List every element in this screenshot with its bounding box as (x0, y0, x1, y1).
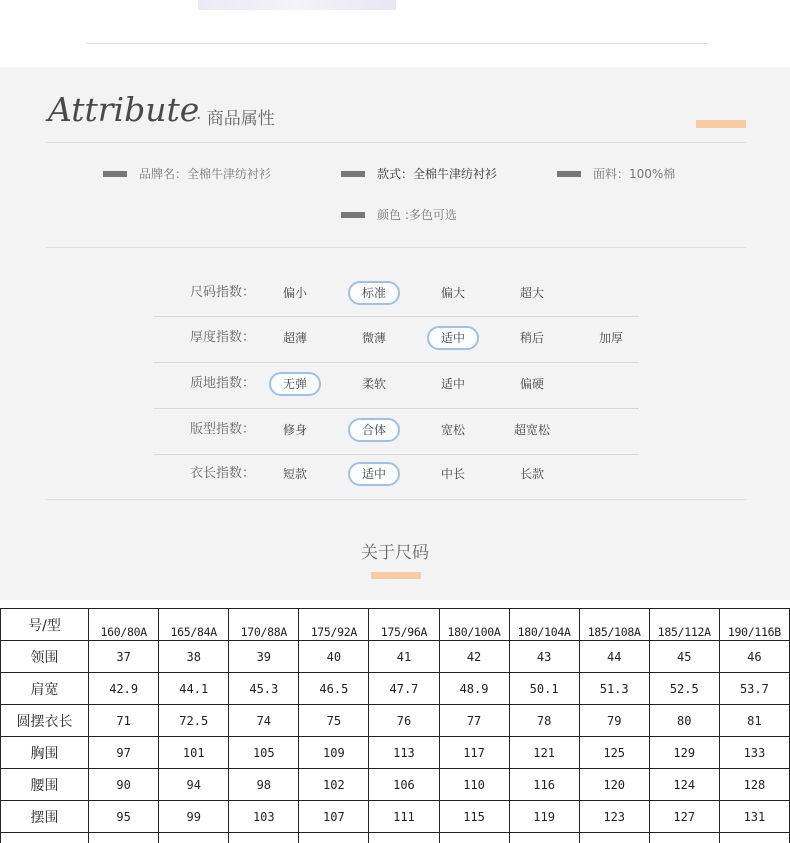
info-style: 款式：全棉牛津纺衬衫 (341, 166, 497, 182)
measurement-value-cell: 37 (89, 641, 159, 673)
measurement-name-cell: 肩宽 (1, 673, 89, 705)
measurement-value-cell (89, 833, 159, 843)
index-option: 适中 (440, 377, 465, 391)
index-option: 宽松 (440, 423, 465, 437)
index-option: 偏硬 (519, 377, 544, 391)
measurement-value-cell: 129 (649, 737, 719, 769)
measurement-name-cell: 腰围 (1, 769, 89, 801)
measurement-value-cell: 106 (369, 769, 439, 801)
measurement-value-cell: 125 (579, 737, 649, 769)
measurement-value-cell: 107 (299, 801, 369, 833)
size-section-title: 关于尺码 (361, 543, 429, 563)
index-option-selected: 标准 (348, 281, 400, 305)
measurement-value-cell: 39 (229, 641, 299, 673)
bullet-dash-icon (341, 171, 365, 177)
index-option: 超大 (519, 286, 544, 300)
measurement-value-cell: 42 (439, 641, 509, 673)
measurement-value-cell: 74 (229, 705, 299, 737)
measurement-value-cell: 117 (439, 737, 509, 769)
size-header-cell: 170/88A (229, 609, 299, 641)
info-color: 颜色 :多色可选 (341, 207, 457, 223)
measurement-value-cell: 72.5 (159, 705, 229, 737)
measurement-value-cell: 115 (439, 801, 509, 833)
measurement-value-cell: 90 (89, 769, 159, 801)
table-row (1, 705, 790, 737)
size-corner-cell: 号/型 (1, 609, 89, 641)
attribute-script-logo: Attribute (48, 90, 200, 129)
info-brand: 品牌名：全棉牛津纺衬衫 (103, 166, 271, 182)
size-header-cell: 160/80A (89, 609, 159, 641)
table-row (1, 673, 790, 705)
row-divider (154, 362, 639, 363)
size-header-cell: 180/100A (439, 609, 509, 641)
measurement-value-cell: 102 (299, 769, 369, 801)
accent-bar (696, 120, 746, 128)
info-fabric: 面料：100%棉 (557, 166, 675, 182)
index-option: 中长 (440, 467, 465, 481)
measurement-value-cell: 44.1 (159, 673, 229, 705)
size-table (0, 608, 790, 843)
measurement-value-cell: 44 (579, 641, 649, 673)
measurement-value-cell: 78 (509, 705, 579, 737)
size-header-cell: 185/112A (649, 609, 719, 641)
measurement-value-cell: 123 (579, 801, 649, 833)
measurement-value-cell: 52.5 (649, 673, 719, 705)
measurement-value-cell: 128 (719, 769, 789, 801)
measurement-value-cell: 109 (299, 737, 369, 769)
divider (46, 142, 746, 143)
index-option: 超薄 (282, 331, 307, 345)
size-header-row (1, 609, 790, 641)
size-header-cell: 180/104A (509, 609, 579, 641)
measurement-value-cell: 45.3 (229, 673, 299, 705)
attribute-subtitle: · 商品属性 (196, 109, 275, 129)
measurement-value-cell (579, 833, 649, 843)
index-option: 长款 (519, 467, 544, 481)
measurement-value-cell: 75 (299, 705, 369, 737)
measurement-value-cell: 131 (719, 801, 789, 833)
index-option-selected: 适中 (427, 326, 479, 350)
measurement-value-cell: 80 (649, 705, 719, 737)
measurement-value-cell: 40 (299, 641, 369, 673)
measurement-value-cell: 76 (369, 705, 439, 737)
table-row (1, 641, 790, 673)
measurement-name-cell (1, 833, 89, 843)
measurement-value-cell: 53.7 (719, 673, 789, 705)
measurement-value-cell: 127 (649, 801, 719, 833)
measurement-value-cell: 101 (159, 737, 229, 769)
index-option: 偏小 (282, 286, 307, 300)
size-header-cell: 190/116B (719, 609, 789, 641)
index-option: 偏大 (440, 286, 465, 300)
measurement-value-cell: 121 (509, 737, 579, 769)
size-header-cell: 175/96A (369, 609, 439, 641)
index-option: 稍后 (519, 331, 544, 345)
size-header-cell: 185/108A (579, 609, 649, 641)
product-image-bottom-edge (198, 0, 396, 10)
measurement-value-cell (439, 833, 509, 843)
measurement-value-cell: 77 (439, 705, 509, 737)
measurement-value-cell: 113 (369, 737, 439, 769)
index-option: 微薄 (361, 331, 386, 345)
measurement-value-cell: 105 (229, 737, 299, 769)
divider (46, 247, 746, 248)
measurement-value-cell: 110 (439, 769, 509, 801)
bullet-dash-icon (557, 171, 581, 177)
measurement-value-cell: 42.9 (89, 673, 159, 705)
measurement-name-cell: 领围 (1, 641, 89, 673)
measurement-value-cell (159, 833, 229, 843)
index-option: 修身 (282, 423, 307, 437)
measurement-value-cell: 116 (509, 769, 579, 801)
table-row (1, 769, 790, 801)
measurement-value-cell: 48.9 (439, 673, 509, 705)
measurement-value-cell (299, 833, 369, 843)
measurement-value-cell: 38 (159, 641, 229, 673)
table-row (1, 737, 790, 769)
measurement-value-cell: 120 (579, 769, 649, 801)
index-option: 短款 (282, 467, 307, 481)
measurement-value-cell: 103 (229, 801, 299, 833)
index-option: 柔软 (361, 377, 386, 391)
row-divider (154, 454, 639, 455)
measurement-value-cell: 45 (649, 641, 719, 673)
measurement-value-cell: 95 (89, 801, 159, 833)
measurement-value-cell: 50.1 (509, 673, 579, 705)
measurement-value-cell: 41 (369, 641, 439, 673)
measurement-value-cell: 98 (229, 769, 299, 801)
bullet-dash-icon (103, 171, 127, 177)
size-header-cell: 165/84A (159, 609, 229, 641)
measurement-value-cell: 133 (719, 737, 789, 769)
measurement-value-cell (369, 833, 439, 843)
index-row-label: 版型指数： (190, 422, 256, 437)
bullet-dash-icon (341, 212, 365, 218)
index-option-selected: 适中 (348, 462, 400, 486)
index-option-selected: 合体 (348, 418, 400, 442)
index-row-label: 尺码指数： (190, 285, 256, 300)
measurement-value-cell: 79 (579, 705, 649, 737)
row-divider (154, 408, 639, 409)
table-row (1, 833, 790, 843)
index-option-selected: 无弹 (269, 372, 321, 396)
measurement-value-cell: 99 (159, 801, 229, 833)
divider (86, 43, 708, 44)
index-row-label: 质地指数： (190, 376, 256, 391)
measurement-value-cell: 111 (369, 801, 439, 833)
measurement-value-cell (229, 833, 299, 843)
measurement-value-cell (719, 833, 789, 843)
index-option: 超宽松 (513, 423, 550, 437)
index-row-label: 厚度指数： (190, 330, 256, 345)
measurement-value-cell: 46 (719, 641, 789, 673)
size-header-cell: 175/92A (299, 609, 369, 641)
measurement-value-cell: 71 (89, 705, 159, 737)
divider (46, 499, 746, 500)
measurement-value-cell: 124 (649, 769, 719, 801)
measurement-name-cell: 胸围 (1, 737, 89, 769)
row-divider (154, 316, 639, 317)
measurement-value-cell: 94 (159, 769, 229, 801)
measurement-value-cell (649, 833, 719, 843)
accent-bar (371, 572, 421, 579)
measurement-value-cell: 119 (509, 801, 579, 833)
measurement-value-cell: 46.5 (299, 673, 369, 705)
measurement-name-cell: 圆摆衣长 (1, 705, 89, 737)
measurement-value-cell: 81 (719, 705, 789, 737)
measurement-name-cell: 摆围 (1, 801, 89, 833)
index-row-label: 衣长指数： (190, 466, 256, 481)
measurement-value-cell: 51.3 (579, 673, 649, 705)
index-option: 加厚 (598, 331, 623, 345)
table-row (1, 801, 790, 833)
measurement-value-cell: 97 (89, 737, 159, 769)
measurement-value-cell: 47.7 (369, 673, 439, 705)
measurement-value-cell: 43 (509, 641, 579, 673)
measurement-value-cell (509, 833, 579, 843)
